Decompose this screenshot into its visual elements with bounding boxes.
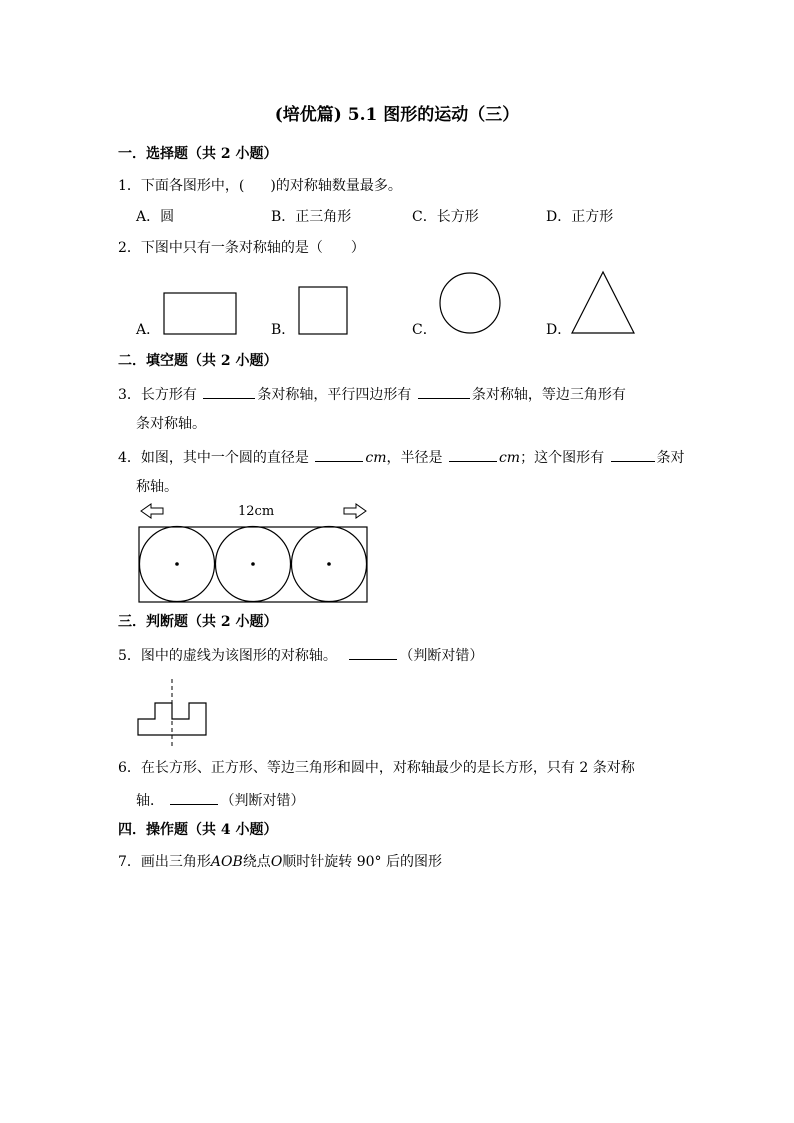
section-heading-judge: 三．判断题（共 2 小题）: [118, 614, 278, 630]
q7-point: O: [270, 854, 283, 870]
q2-option-a-label: A．: [136, 322, 161, 338]
q1-option-c: C．长方形: [412, 209, 479, 225]
page-title: (培优篇) 5.1 图形的运动（三）: [274, 105, 520, 125]
q2-rectangle: [164, 293, 236, 334]
q1-stem-a: 1．下面各图形中，(: [118, 178, 245, 194]
q1-option-d: D．正方形: [546, 209, 614, 225]
q4-unit1: cm: [365, 450, 387, 466]
q1-option-a: A．圆: [136, 209, 175, 225]
q3-part1: 3．长方形有: [118, 387, 197, 403]
q7-part2: 绕点: [242, 854, 271, 870]
q2-option-b-label: B．: [271, 322, 296, 338]
q2-square: [299, 287, 347, 334]
q4-center-dot-1: [175, 562, 179, 566]
q4-part3: ；这个图形有: [520, 450, 605, 466]
q2-option-d-label: D．: [546, 322, 572, 338]
q7-part3: 顺时针旋转 90° 后的图形: [282, 854, 443, 870]
q3-line2: 条对称轴。: [136, 416, 206, 432]
section-heading-fill: 二．填空题（共 2 小题）: [118, 353, 278, 369]
q7-part1: 7．画出三角形: [118, 854, 211, 870]
q4-line2: 称轴。: [136, 479, 178, 495]
q4-unit2: cm: [498, 450, 521, 466]
left-arrow-icon: [141, 504, 163, 518]
q7-shape: AOB: [210, 854, 243, 870]
section-heading-choice: 一．选择题（共 2 小题）: [118, 146, 278, 162]
question-6: 6．在长方形、正方形、等边三角形和圆中，对称轴最少的是长方形，只有 2 条对称: [118, 760, 635, 776]
q3-part3: 条对称轴，等边三角形有: [471, 387, 626, 403]
q6-line2-a: 轴．: [136, 793, 164, 809]
q1-option-b: B．正三角形: [271, 209, 352, 225]
question-2: 2．下图中只有一条对称轴的是（ ）: [118, 240, 365, 256]
q5-suffix: （判断对错）: [399, 648, 484, 664]
q2-option-c-label: C．: [412, 322, 437, 338]
q4-part4: 条对: [656, 450, 685, 466]
section-heading-operate: 四．操作题（共 4 小题）: [118, 822, 278, 838]
q5-stem: 5．图中的虚线为该图形的对称轴。: [118, 648, 337, 664]
q3-part2: 条对称轴，平行四边形有: [257, 387, 412, 403]
q1-stem-b: )的对称轴数量最多。: [270, 178, 402, 194]
right-arrow-icon: [344, 504, 366, 518]
q6-line2-b: （判断对错）: [220, 793, 305, 809]
q4-part1: 4．如图，其中一个圆的直径是: [118, 450, 309, 466]
q4-part2: ，半径是: [386, 450, 443, 466]
q2-circle: [440, 273, 500, 333]
q4-figure-label: 12cm: [238, 504, 275, 519]
q4-center-dot-2: [251, 562, 255, 566]
q4-center-dot-3: [327, 562, 331, 566]
q2-triangle: [572, 272, 634, 333]
